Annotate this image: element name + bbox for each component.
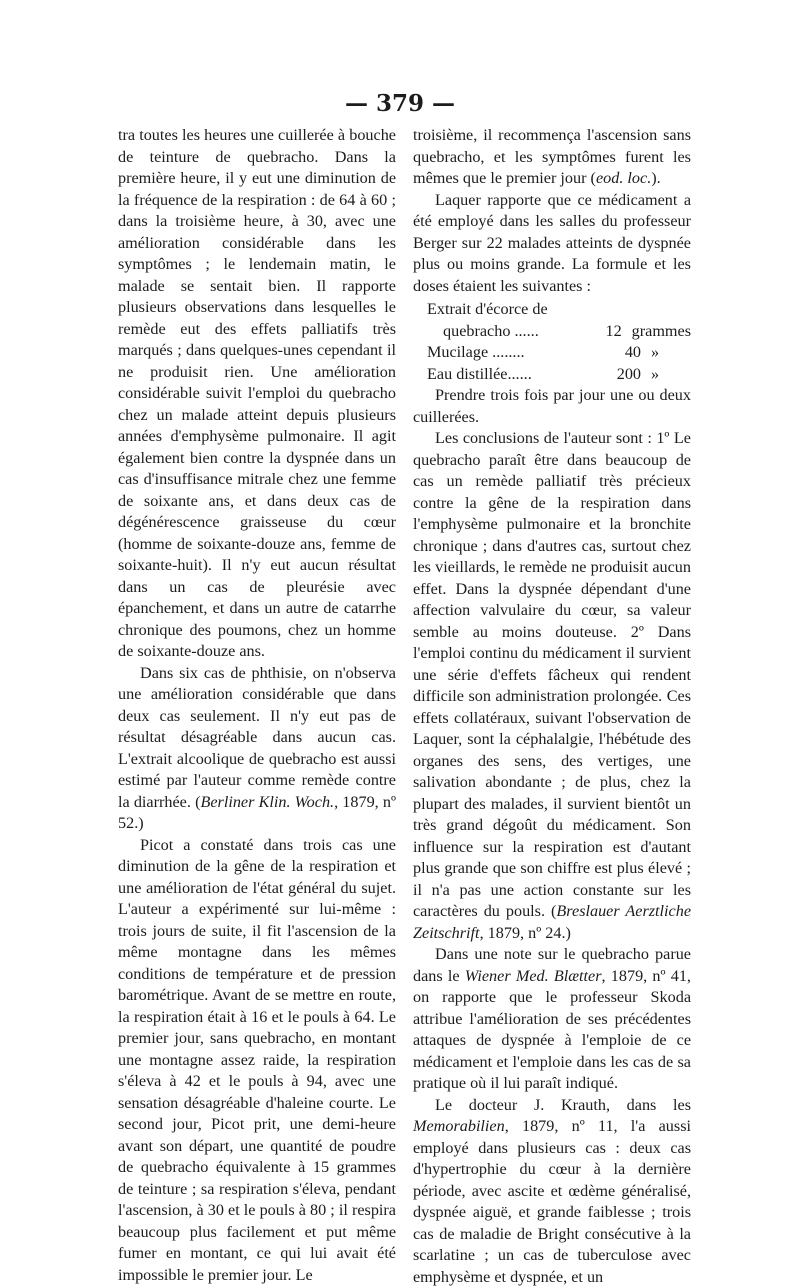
formula-quantity xyxy=(605,299,641,321)
formula-ingredient: Extrait d'écorce de xyxy=(427,299,605,321)
text-segment: Laquer rapporte que ce médicament a été employé dans les salles du professeur Berger sur 22 malades atteints de dyspnée plus ou moins grande. La formule et les doses étaient les suivantes : xyxy=(413,191,691,295)
formula-row xyxy=(427,364,691,386)
right-column xyxy=(413,125,691,1288)
formula-unit: » xyxy=(641,364,659,386)
formula-unit: » xyxy=(641,342,659,364)
text-segment: , 1879, nº 41, on rapporte que le professeur Skoda attribue l'amélioration de ses précédentes attaques de dyspnée à l'emploie de ce médicament et l'emploie dans les cas de sa pratique où il lui paraît indiqué. xyxy=(413,967,691,1093)
paragraph xyxy=(118,835,396,1287)
text-segment: , 1879, nº 52.) xyxy=(118,793,396,833)
paragraph xyxy=(413,190,691,298)
paragraph xyxy=(413,385,691,428)
formula-quantity: 40 xyxy=(605,342,641,364)
text-segment: , 1879, nº 24.) xyxy=(480,924,571,942)
right-column-text-after-formula xyxy=(413,385,691,1288)
left-column xyxy=(118,125,396,1286)
paragraph xyxy=(118,663,396,835)
text-segment: ). xyxy=(651,169,660,187)
formula-row xyxy=(427,299,691,321)
citation-italic: Breslauer Aerztliche Zeitschrift xyxy=(413,902,691,942)
paragraph xyxy=(413,944,691,1095)
text-segment: tra toutes les heures une cuillerée à bouche de teinture de quebracho. Dans la première heure, il y eut une diminution de la fréquence de la respiration : de 64 à 60 ; dans la troisième heure, à 30, avec une amélioration considérable dans les symptômes ; le lendemain matin, le malade se sentait bien. Il rapporte plusieurs observations dans lesquelles le remède eut des effets palliatifs très marqués ; dans quelques-unes cependant il ne produisit rien. Une amélioration considérable suivit l'emploi du quebracho chez un malade atteint depuis plusieurs années d'emphysème pulmonaire. Il agit également bien contre la dyspnée dans un cas d'insuffisance mitrale chez une femme de soixante ans, et dans deux cas de dégénérescence graisseuse du cœur (homme de soixante-douze ans, femme de soixante-huit). Il n'y eut aucun résultat dans un cas de pleurésie avec épanchement, et dans un autre de catarrhe chronique des poumons, chez un homme de soixante-douze ans. xyxy=(118,126,396,660)
text-segment: Dans six cas de phthisie, on n'observa une amélioration considérable que dans deux cas seulement. Il n'y eut pas de résultat désagréable dans aucun cas. L'extrait alcoolique de quebracho est aussi estimé par l'auteur comme remède contre la diarrhée. ( xyxy=(118,664,396,811)
text-segment: Les conclusions de l'auteur sont : 1º Le quebracho paraît être dans beaucoup de cas un remède palliatif très précieux contre la gêne de la respiration dans l'emphysème pulmonaire et la bronchite chronique ; dans d'autres cas, surtout chez les vieillards, le remède ne produisit aucun effet. Dans la dyspnée dépendant d'une affection valvulaire du cœur, sa valeur semble au moins douteuse. 2º Dans l'emploi continu du médicament il survient une série d'effets fâcheux qui rendent difficile son administration prolongée. Ces effets collatéraux, suivant l'observation de Laquer, sont la céphalalgie, l'hébétude des organes des sens, des vertiges, une salivation abondante ; de plus, chez la plupart des malades, il survient bientôt un très grand dégoût du médicament. Son influence sur la respiration est d'autant plus grande que son chiffre est plus élevé ; il n'a pas une action constante sur les caractères du pouls. ( xyxy=(413,429,691,920)
formula-ingredient: Eau distillée...... xyxy=(427,364,605,386)
text-segment: Le docteur J. Krauth, dans les xyxy=(435,1096,691,1114)
paragraph xyxy=(413,125,691,190)
formula-row xyxy=(427,321,691,343)
formula-unit: grammes xyxy=(622,321,691,343)
citation-italic: Wiener Med. Blætter xyxy=(465,967,602,985)
formula-list xyxy=(427,299,691,385)
paragraph xyxy=(413,1095,691,1288)
citation-italic: Memorabilien xyxy=(413,1117,505,1135)
formula-ingredient: Mucilage ........ xyxy=(427,342,605,364)
text-segment: troisième, il recommença l'ascension sans quebracho, et les symptômes furent les mêmes que le premier jour ( xyxy=(413,126,691,187)
text-segment: Picot a constaté dans trois cas une diminution de la gêne de la respiration et une amélioration de l'état général du sujet. L'auteur a expérimenté sur lui-même : trois jours de suite, il fit l'ascension de la même montagne dans les mêmes conditions de température et de pression barométrique. Avant de se mettre en route, la respiration était à 16 et le pouls à 64. Le premier jour, sans quebracho, en montant une montagne assez raide, la respiration s'éleva à 42 et le pouls à 94, avec une sensation désagréable d'haleine courte. Le second jour, Picot prit, une demi-heure avant son départ, une quantité de poudre de quebracho équivalente à 15 grammes de teinture ; sa respiration s'éleva, pendant l'ascension, à 30 et le pouls à 80 ; il respira beaucoup plus facilement et put même fumer en montant, ce qui lui avait été impossible le premier jour. Le xyxy=(118,836,396,1284)
paragraph xyxy=(413,428,691,944)
formula-unit xyxy=(641,299,651,321)
paragraph xyxy=(118,125,396,663)
formula-quantity: 200 xyxy=(605,364,641,386)
citation-italic: eod. loc. xyxy=(596,169,651,187)
right-column-text-before-formula xyxy=(413,125,691,297)
text-segment: , 1879, nº 11, l'a aussi employé dans plusieurs cas : deux cas d'hypertrophie du cœur à la dernière période, avec ascite et œdème généralisé, dyspnée aiguë, et grande faiblesse ; trois cas de maladie de Bright consécutive à la scarlatine ; un cas de tuberculose avec emphysème et dyspnée, et un xyxy=(413,1117,691,1286)
text-segment: Dans une note sur le quebracho parue dans le xyxy=(413,945,691,985)
formula-row xyxy=(427,342,691,364)
text-segment: Prendre trois fois par jour une ou deux cuillerées. xyxy=(413,386,691,426)
citation-italic: Berliner Klin. Woch. xyxy=(200,793,334,811)
page-number: — 379 — xyxy=(0,90,800,117)
formula-quantity: 12 xyxy=(589,321,621,343)
formula-ingredient: quebracho ...... xyxy=(427,321,589,343)
